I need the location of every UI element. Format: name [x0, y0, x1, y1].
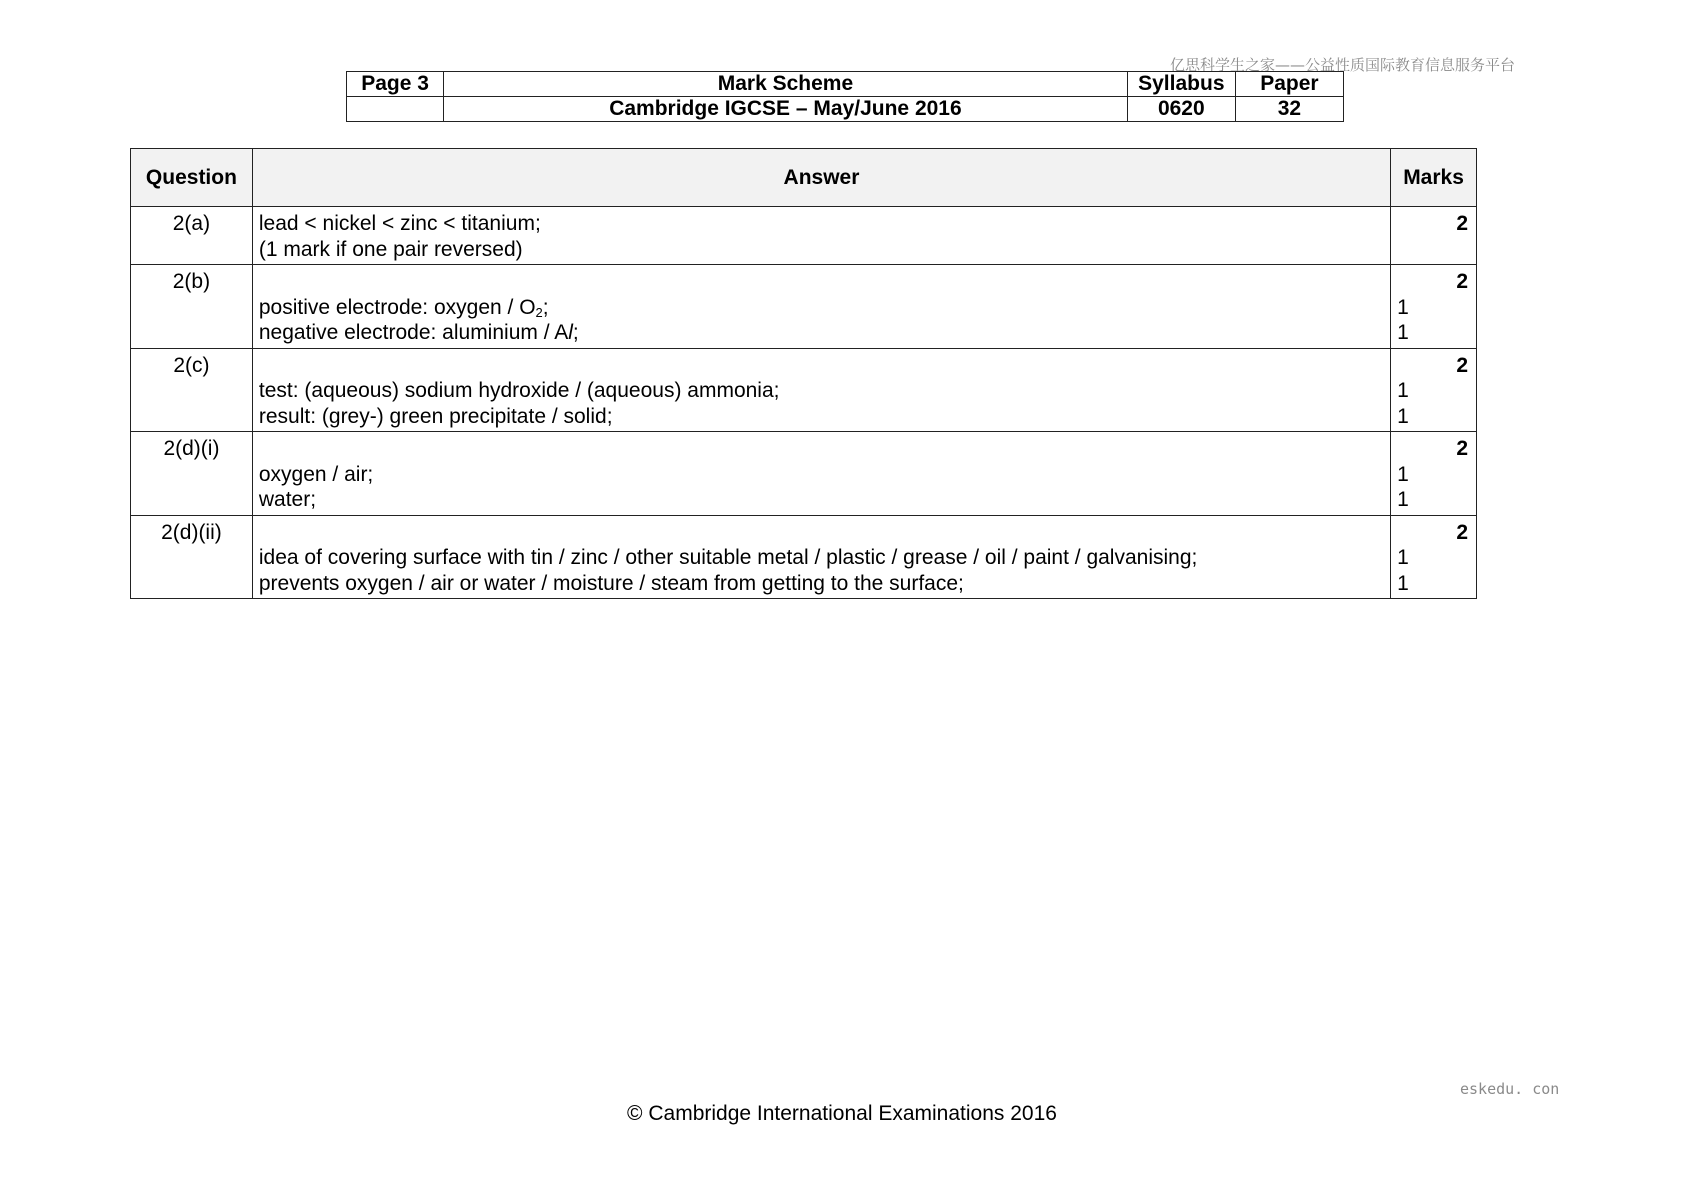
- question-number: 2(c): [131, 348, 253, 432]
- question-number: 2(d)(i): [131, 432, 253, 516]
- answer-line: lead < nickel < zinc < titanium;: [258, 212, 541, 235]
- copyright-footer: © Cambridge International Examinations 2016: [627, 1102, 1057, 1125]
- question-column-header: Question: [131, 149, 253, 207]
- answer-line: oxygen / air;: [258, 462, 374, 486]
- answer-cell: [252, 432, 1390, 516]
- marks-total: 2: [1456, 437, 1468, 460]
- answer-line: (1 mark if one pair reversed): [258, 237, 523, 261]
- page-number: Page 3: [347, 72, 444, 97]
- answer-line: negative electrode: aluminium / Al;: [258, 321, 579, 344]
- marks-cell: [1391, 348, 1477, 432]
- answer-column-header: Answer: [252, 149, 1390, 207]
- italic-letter: l: [568, 321, 573, 344]
- mark-value: 1: [1397, 546, 1409, 569]
- syllabus-code: 0620: [1127, 97, 1235, 122]
- mark-value: 1: [1397, 321, 1409, 344]
- answer-cell: [252, 348, 1390, 432]
- marks-cell: [1391, 432, 1477, 516]
- mark-value: 1: [1397, 379, 1409, 402]
- subscript: 2: [535, 304, 543, 320]
- document-header-table: [346, 71, 1344, 122]
- marks-total: 2: [1456, 212, 1468, 235]
- answer-line: positive electrode: oxygen / $O_2$;: [258, 295, 549, 320]
- answer-line: result: (grey-) green precipitate / solid;: [258, 404, 613, 428]
- answer-cell: [252, 515, 1390, 599]
- mark-value: 1: [1397, 404, 1409, 428]
- question-number: 2(b): [131, 265, 253, 349]
- answer-line: idea of covering surface with tin / zinc / other suitable metal / plastic / grease / oil / paint / galvanising;: [258, 546, 1198, 569]
- marks-total: 2: [1456, 520, 1468, 544]
- watermark-text-bottom: eskedu. con: [1460, 1080, 1560, 1098]
- marks-cell: [1391, 515, 1477, 599]
- document-title: Mark Scheme: [444, 72, 1128, 97]
- question-number: 2(a): [131, 207, 253, 265]
- table-row: [131, 207, 1477, 265]
- marks-cell: [1391, 207, 1477, 265]
- table-row: [131, 432, 1477, 516]
- marks-total: 2: [1456, 270, 1468, 293]
- mark-scheme-table: [130, 148, 1477, 599]
- paper-number: 32: [1235, 97, 1343, 122]
- table-row: [131, 265, 1477, 349]
- paper-label: Paper: [1235, 72, 1343, 97]
- question-number: 2(d)(ii): [131, 515, 253, 599]
- answer-cell: [252, 207, 1390, 265]
- mark-value: 1: [1397, 462, 1409, 486]
- exam-session: Cambridge IGCSE – May/June 2016: [444, 97, 1128, 122]
- answer-line: prevents oxygen / air or water / moisture / steam from getting to the surface;: [258, 571, 964, 595]
- mark-value: 1: [1397, 571, 1409, 595]
- table-header-row: [131, 149, 1477, 207]
- syllabus-label: Syllabus: [1127, 72, 1235, 97]
- watermark-text-top: 亿思科学生之家——公益性质国际教育信息服务平台: [1170, 56, 1516, 74]
- table-row: [131, 515, 1477, 599]
- marks-column-header: Marks: [1391, 149, 1477, 207]
- marks-total: 2: [1456, 353, 1468, 377]
- marks-cell: [1391, 265, 1477, 349]
- mark-value: 1: [1397, 488, 1409, 511]
- answer-cell: [252, 265, 1390, 349]
- answer-line: water;: [258, 488, 317, 511]
- header-empty-cell: [347, 97, 444, 122]
- answer-line: test: (aqueous) sodium hydroxide / (aqueous) ammonia;: [258, 379, 780, 402]
- table-row: [131, 348, 1477, 432]
- mark-value: 1: [1397, 295, 1409, 319]
